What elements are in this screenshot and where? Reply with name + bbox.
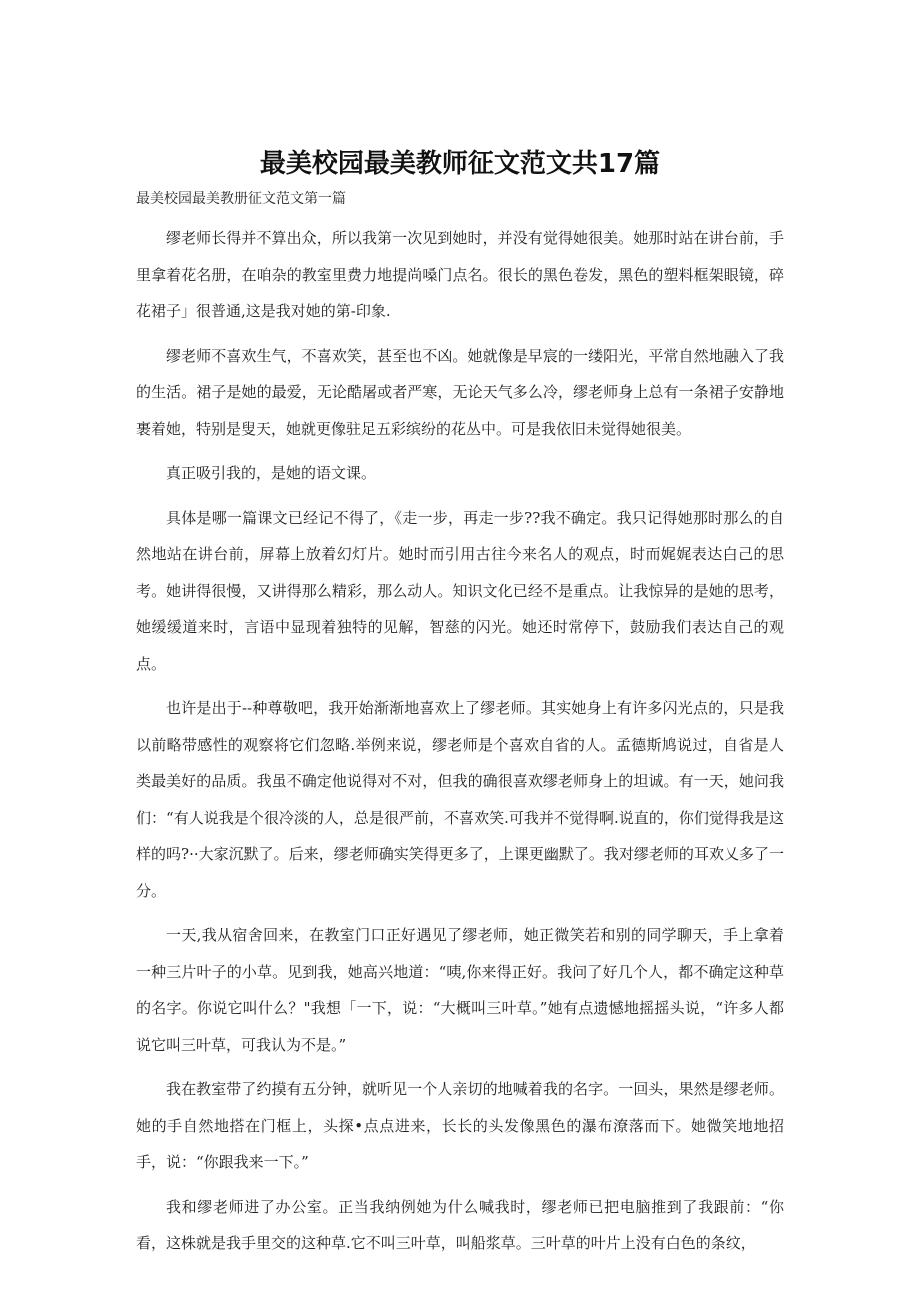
paragraph-1: 缪老师长得并不算出众，所以我第一次见到她时，并没有觉得她很美。她那时站在讲台前，手里拿着花名册，在咱杂的教室里费力地提尚嗓门点名。很长的黑色卷发，黑色的塑料框架眼镜，碎花裙子」很普通,这是我对她的第-印象.	[136, 229, 784, 320]
document-title: 最美校园最美教师征文范文共17篇	[259, 149, 661, 179]
paragraph-8: 我和缪老师进了办公室。正当我纳例她为什么喊我时，缪老师已把电脑推到了我跟前：“你看，这株就是我手里交的这种草.它不叫三叶草，叫船浆草。三叶草的叶片上没有白色的条纹，	[136, 1197, 784, 1252]
paragraph-6: 一天,我从宿舍回来，在教室门口正好遇见了缪老师，她正微笑若和别的同学聊天，手上拿着一种三片叶子的小草。见到我，她高兴地道：“咦,你来得正好。我问了好几个人，都不确定这种草的名字。你说它叫什么？"我想「一下，说：“大概叫三叶草。”她有点遗憾地摇摇头说，“许多人都说它叫三叶草，可我认为不是。”	[136, 926, 784, 1054]
paragraph-5: 也许是出于--种尊敬吧，我开始渐渐地喜欢上了缪老师。其实她身上有许多闪光点的，只是我以前略带感性的观察将它们忽略.举例来说，缪老师是个喜欢自省的人。孟德斯鸠说过，自省是人类最美好的品质。我虽不确定他说得对不对，但我的确很喜欢缪老师身上的坦诚。有一天，她问我们：“有人说我是个很冷淡的人，总是很严前，不喜欢笑.可我并不觉得啊.说直的，你们觉得我是这样的吗?··大家沉默了。后来，缪老师确实笑得更多了，上课更幽默了。我对缪老师的耳欢乂多了一分。	[136, 699, 784, 900]
section-heading: 最美校园最美教册征文范文第一篇	[136, 191, 346, 207]
paragraph-7: 我在教室带了约摸有五分钟，就听见一个人亲切的地喊着我的名字。一回头，果然是缪老师。她的手自然地搭在门框上，头探•点点进来，长长的头发像黑色的瀑布潦落而下。她微笑地地招手，说：“你跟我来一下。”	[136, 1080, 784, 1171]
paragraph-3: 真正吸引我的，是她的语文课。	[166, 464, 377, 482]
paragraph-2: 缪老师不喜欢生气，不喜欢笑，甚至也不凶。她就像是早宸的一缕阳光，平常自然地融入了我的生活。裙子是她的最爱，无论酷屠或者严寒，无论天气多么冷，缪老师身上总有一条裙子安静地裹着她，特别是叟天，她就更像驻足五彩缤纷的花丛中。可是我依旧未觉得她很美。	[136, 346, 784, 438]
article-body	[136, 220, 784, 1270]
paragraph-4: 具体是哪一篇课文已经记不得了，《走一步，再走一步??我不确定。我只记得她那时那么的自然地站在讲台前，屏幕上放着幻灯片。她时而引用古往今来名人的观点，时而娓娓表达白己的思考。她讲得很慢，又讲得那么精彩，那么动人。知识文化已经不是重点。让我惊异的是她的思考，她缓缓道来时，言语中显现着独特的见解，智慈的闪光。她还时常停下，鼓励我们表达自己的观点。	[136, 508, 784, 673]
